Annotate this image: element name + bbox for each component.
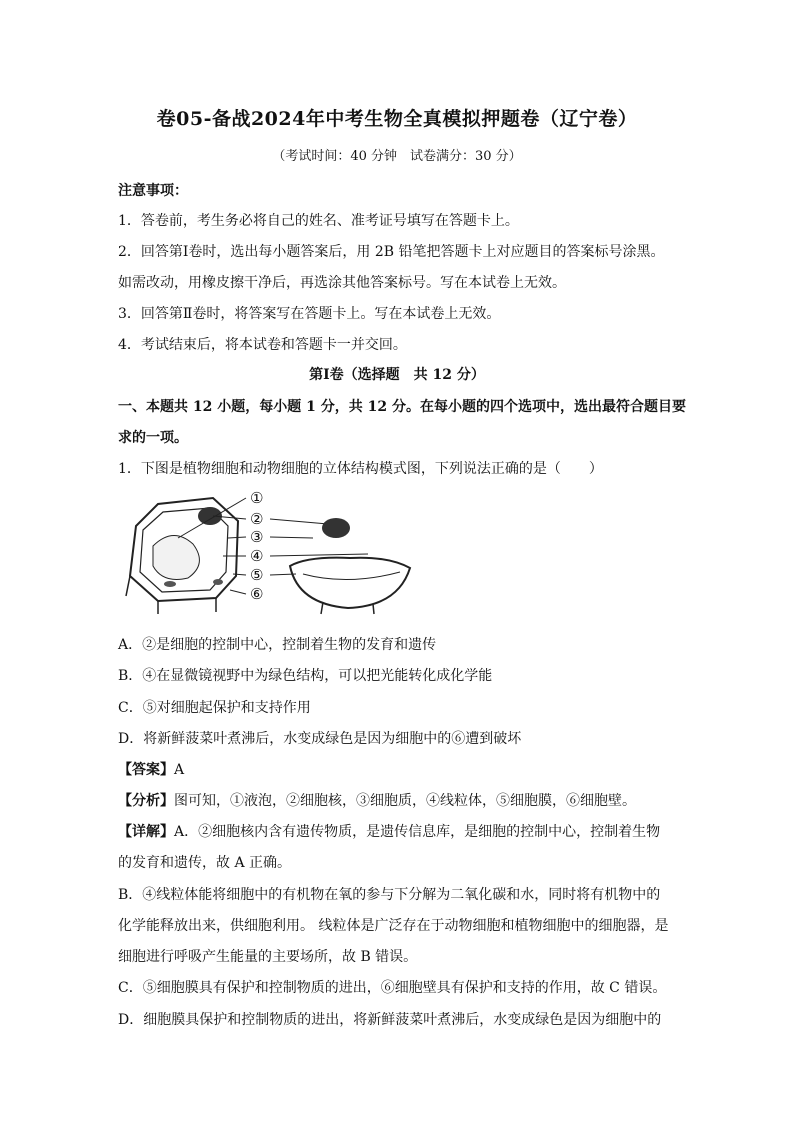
detail-line bbox=[118, 821, 660, 841]
notice-heading: 注意事项： bbox=[118, 183, 188, 199]
exam-info: （考试时间：40 分钟 试卷满分：30 分） bbox=[272, 149, 522, 164]
detail-line: B．④线粒体能将细胞中的有机物在氧的参与下分解为二氧化碳和水，同时将有机物中的 bbox=[118, 887, 661, 903]
detail-tag: 【详解】 bbox=[118, 824, 174, 840]
section-instruction: 一、本题共 12 小题，每小题 1 分，共 12 分。在每小题的四个选项中，选出最符合题目要 bbox=[118, 399, 686, 415]
option-c: C．⑤对细胞起保护和支持作用 bbox=[118, 700, 311, 716]
notice-item: 2．回答第Ⅰ卷时，选出每小题答案后，用 2B 铅笔把答题卡上对应题目的答案标号涂黑。 bbox=[118, 244, 665, 260]
option-b: B．④在显微镜视野中为绿色结构，可以把光能转化成化学能 bbox=[118, 668, 493, 684]
analysis-line bbox=[118, 790, 636, 810]
notice-item: 1．答卷前，考生务必将自己的姓名、准考证号填写在答题卡上。 bbox=[118, 213, 519, 229]
section-title: 第Ⅰ卷（选择题 共 12 分） bbox=[309, 367, 485, 383]
section-instruction-cont: 求的一项。 bbox=[118, 430, 188, 446]
detail-text: A．②细胞核内含有遗传物质，是遗传信息库，是细胞的控制中心，控制着生物 bbox=[174, 824, 661, 840]
notice-item: 4．考试结束后，将本试卷和答题卡一并交回。 bbox=[118, 337, 407, 353]
detail-line: C．⑤细胞膜具有保护和控制物质的进出，⑥细胞壁具有保护和支持的作用，故 C 错误。 bbox=[118, 980, 667, 996]
label-1: ① bbox=[250, 489, 264, 507]
page-title: 卷05-备战2024年中考生物全真模拟押题卷（辽宁卷） bbox=[156, 108, 638, 130]
plant-cell-drawing bbox=[126, 498, 238, 614]
label-6: ⑥ bbox=[250, 585, 264, 603]
label-4: ④ bbox=[250, 547, 264, 565]
figure-number-labels bbox=[250, 489, 263, 603]
detail-line: 化学能释放出来，供细胞利用。 线粒体是广泛存在于动物细胞和植物细胞中的细胞器，是 bbox=[118, 918, 669, 934]
notice-item: 如需改动，用橡皮擦干净后，再选涂其他答案标号。写在本试卷上无效。 bbox=[118, 275, 566, 291]
label-5: ⑤ bbox=[250, 566, 264, 584]
answer-value: A bbox=[174, 762, 185, 778]
option-d: D．将新鲜菠菜叶煮沸后，水变成绿色是因为细胞中的⑥遭到破坏 bbox=[118, 731, 522, 747]
cell-diagram bbox=[118, 486, 418, 616]
analysis-text: 图可知，①液泡，②细胞核，③细胞质，④线粒体，⑤细胞膜，⑥细胞壁。 bbox=[174, 793, 636, 809]
label-2: ② bbox=[250, 510, 264, 528]
answer-tag: 【答案】 bbox=[118, 762, 174, 778]
answer-line bbox=[118, 759, 184, 779]
notice-item: 3．回答第Ⅱ卷时，将答案写在答题卡上。写在本试卷上无效。 bbox=[118, 306, 501, 322]
option-a: A．②是细胞的控制中心，控制着生物的发育和遗传 bbox=[118, 637, 437, 653]
label-3: ③ bbox=[250, 528, 264, 546]
detail-line: 的发育和遗传，故 A 正确。 bbox=[118, 855, 292, 871]
detail-line: D．细胞膜具保护和控制物质的进出，将新鲜菠菜叶煮沸后，水变成绿色是因为细胞中的 bbox=[118, 1012, 662, 1028]
analysis-tag: 【分析】 bbox=[118, 793, 174, 809]
animal-cell-drawing bbox=[290, 518, 410, 614]
question-stem: 1．下图是植物细胞和动物细胞的立体结构模式图，下列说法正确的是（ ） bbox=[118, 461, 603, 477]
detail-line: 细胞进行呼吸产生能量的主要场所，故 B 错误。 bbox=[118, 949, 418, 965]
